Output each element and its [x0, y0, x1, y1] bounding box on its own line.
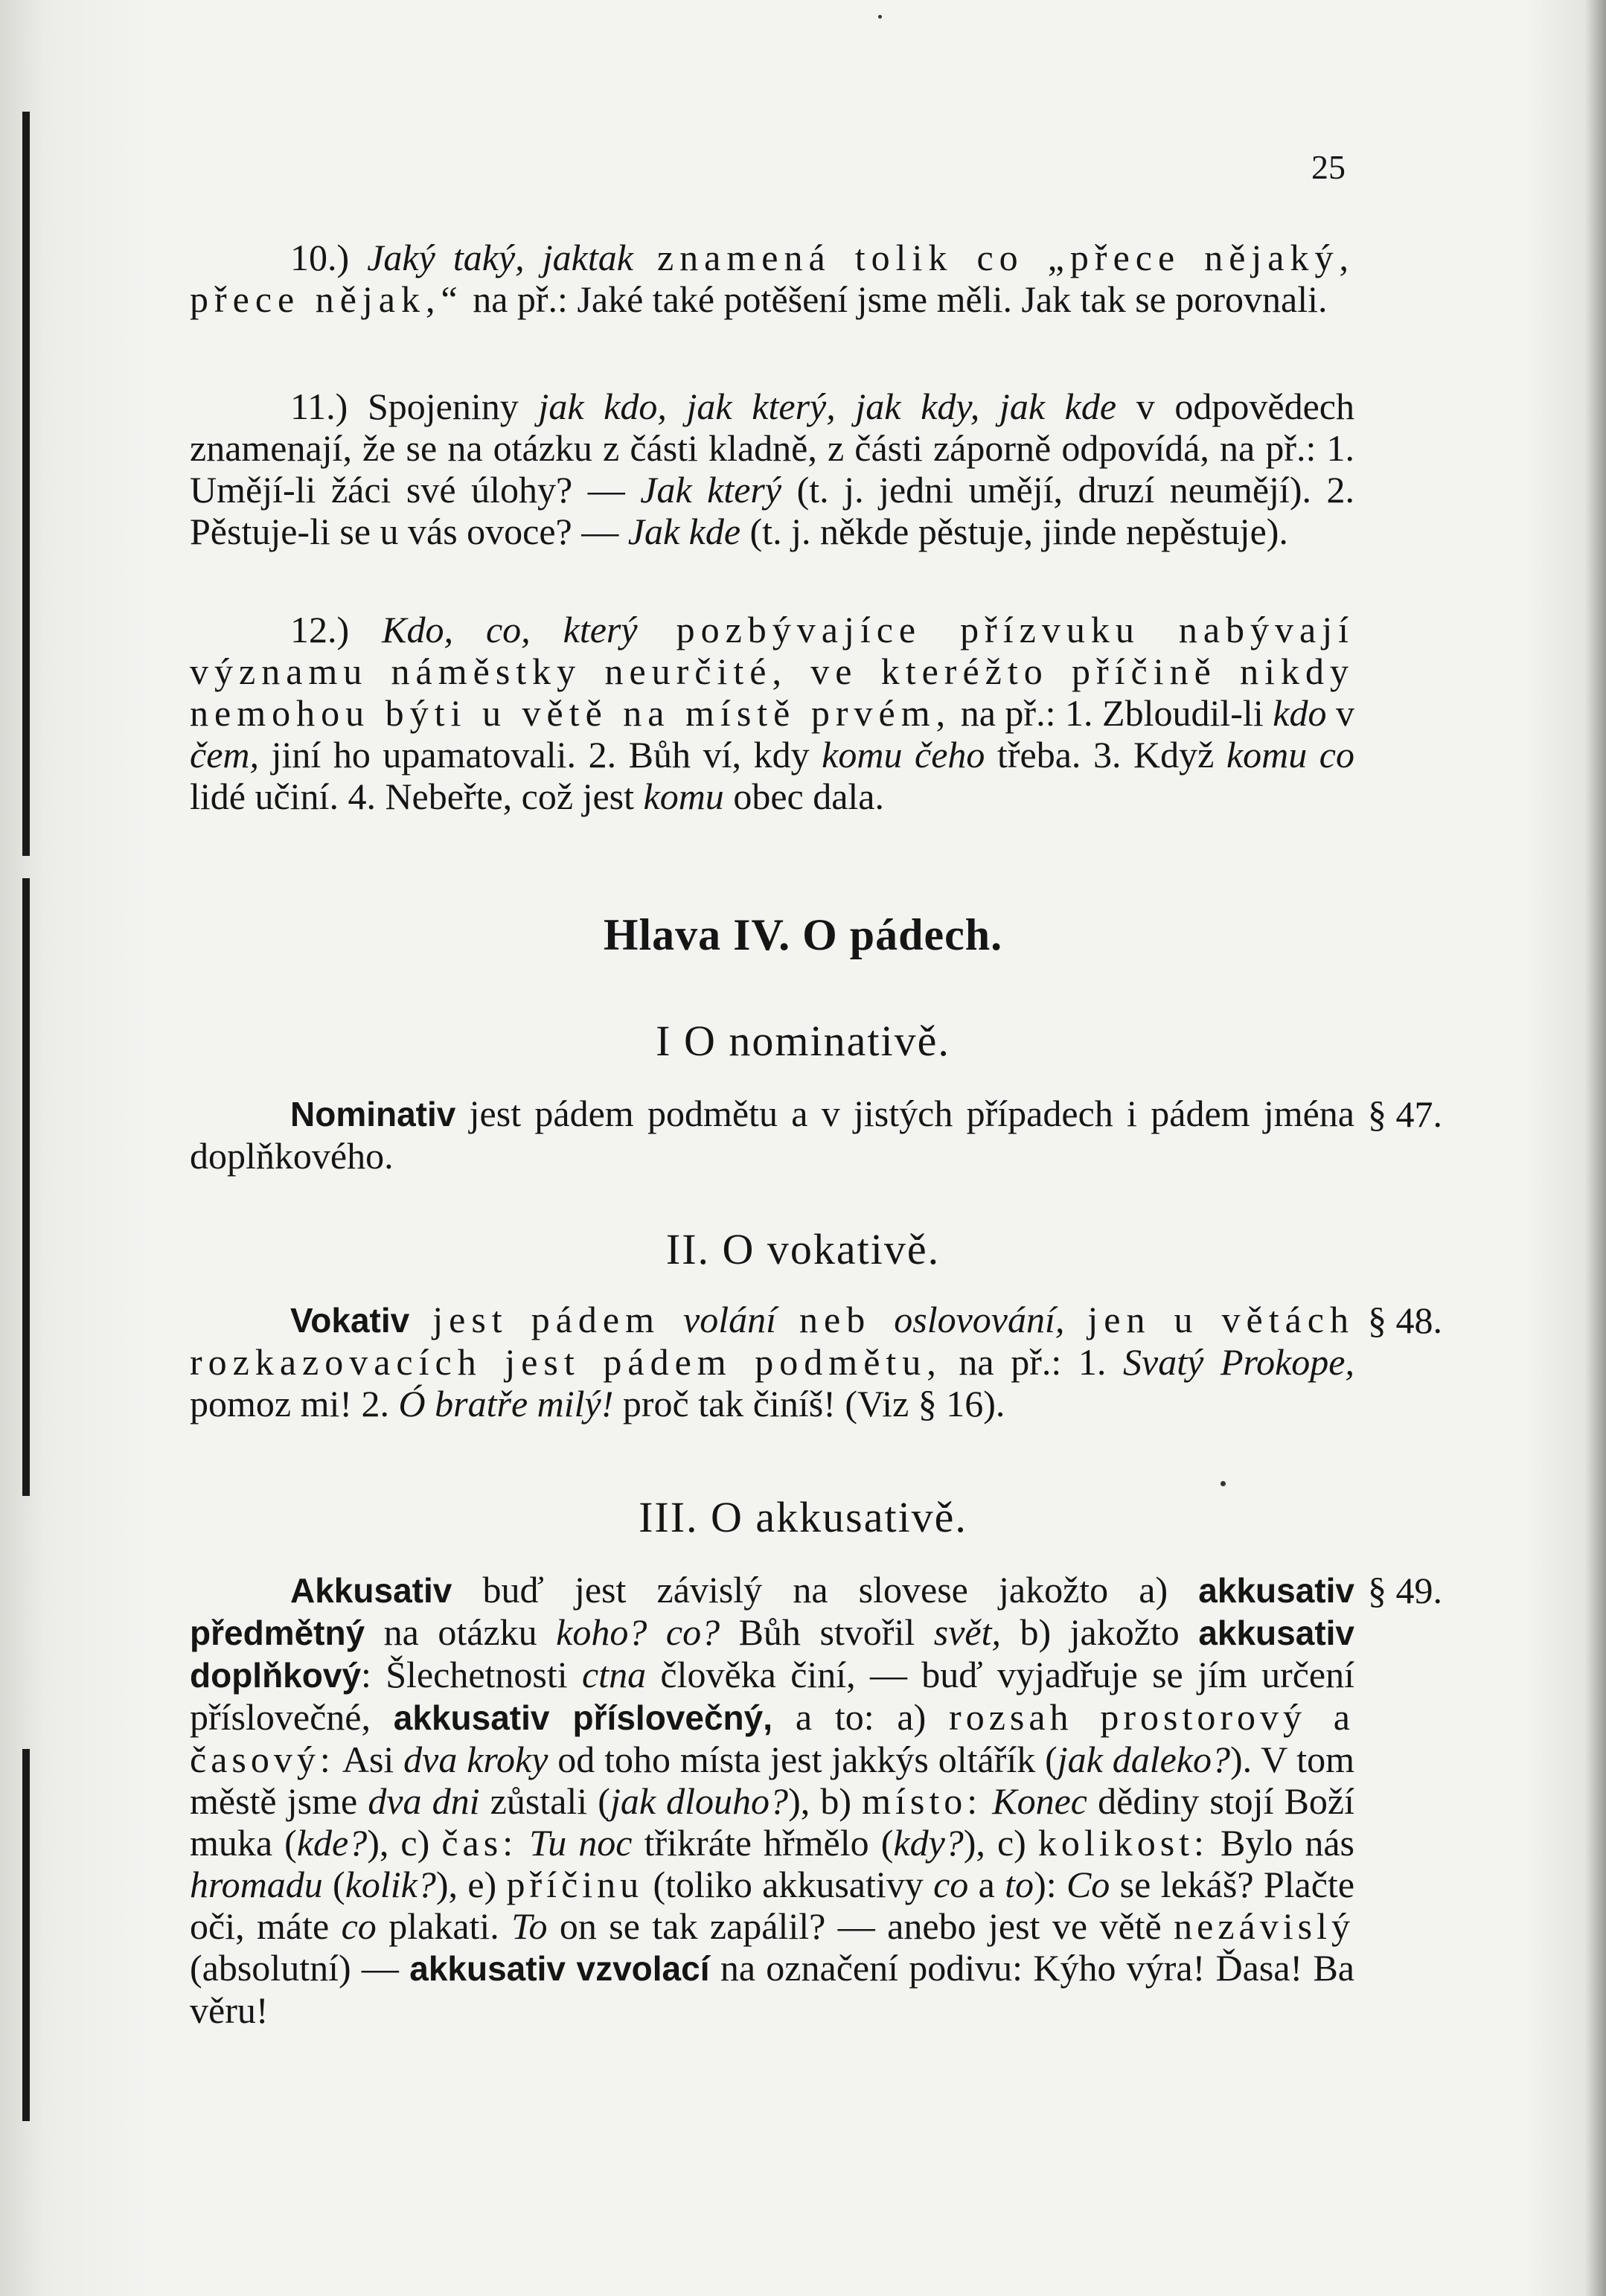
italic-term: kdy? — [893, 1822, 964, 1864]
item-text: lidé učiní. 4. Nebeřte, což jest — [190, 776, 644, 817]
section-text: ), b) — [788, 1780, 863, 1822]
item-text: Spojeniny — [348, 386, 539, 427]
section-text — [982, 1780, 992, 1822]
section-text: na otázku — [365, 1611, 557, 1653]
chapter-title: Hlava IV. O pádech. — [603, 910, 1003, 959]
page-number: 25 — [1311, 148, 1346, 186]
section-text: buď jest závislý na slovese jakožto a) — [452, 1569, 1199, 1611]
section-text: Bůh stvořil — [720, 1611, 934, 1653]
section-accusative-text — [190, 1569, 1354, 2031]
italic-term: Konec — [992, 1780, 1087, 1822]
ink-speck — [1221, 1481, 1226, 1486]
binding-edge — [22, 878, 30, 1496]
italic-term: oslovování, — [894, 1299, 1065, 1340]
item-text: obec dala. — [723, 776, 884, 817]
section-nominative-text — [190, 1093, 1354, 1177]
item-11 — [190, 386, 1354, 552]
italic-term: Tu noc — [529, 1822, 633, 1864]
section-text: (toliko akkusativy — [643, 1864, 934, 1905]
section-text: Bylo nás — [1208, 1822, 1354, 1864]
section-text: ): — [1034, 1864, 1066, 1905]
item-text: na př.: Jaké také potěšení jsme měli. Jak tak se porovnali. — [463, 278, 1328, 320]
bold-term: akkusativ doplňkový — [190, 1614, 1355, 1695]
italic-term: co — [341, 1905, 377, 1947]
spaced-text: pozbývajíce přízvuku nabývají významu náměstky neurčité, ve kteréžto příčině nikdy nemohou býti u větě na místě prvém, — [190, 609, 1354, 734]
spaced-text: kolikost: — [1037, 1822, 1209, 1864]
section-title-nominative: I O nominativě. — [656, 1017, 950, 1065]
italic-term: čem, — [190, 734, 259, 776]
section-text: zůstali ( — [479, 1780, 610, 1822]
italic-term: komu čeho — [822, 734, 985, 776]
paragraph-mark: § 47. — [1368, 1093, 1442, 1135]
italic-term: Jak kde — [627, 511, 741, 552]
section-text: třikráte hřmělo ( — [632, 1822, 894, 1864]
binding-edge — [22, 1749, 30, 2121]
item-10 — [190, 237, 1354, 320]
section-text: od toho místa jest jakkýs oltářík ( — [548, 1739, 1058, 1780]
section-text: se lekáš? Plačte oči, máte — [190, 1864, 1355, 1947]
italic-term: kolik? — [345, 1864, 436, 1905]
section-text: a to: a) — [772, 1696, 950, 1738]
section-text: plakati. — [376, 1905, 512, 1947]
paragraph-mark: § 48. — [1368, 1299, 1442, 1341]
italic-term: Kdo, co, který — [382, 609, 638, 650]
binding-edge — [22, 112, 30, 856]
spaced-text: čas: — [441, 1822, 518, 1864]
section-text: a — [968, 1864, 1005, 1905]
section-title-vocative: II. O vokativě. — [665, 1225, 941, 1273]
italic-term: jak daleko? — [1057, 1739, 1231, 1780]
bold-term: Akkusativ — [290, 1571, 452, 1610]
item-text: na př.: 1. Zbloudil-li — [951, 692, 1273, 734]
italic-term: kdo — [1273, 692, 1327, 734]
ink-speck — [878, 15, 882, 19]
item-number: 12.) — [290, 609, 350, 650]
section-text: Asi — [334, 1739, 404, 1780]
italic-term: koho? co? — [556, 1611, 720, 1653]
section-text: ), e) — [435, 1864, 507, 1905]
section-text: proč tak činíš! (Viz § 16). — [613, 1383, 1005, 1424]
section-text: na př.: 1. — [941, 1341, 1124, 1383]
italic-term: jak kdo, jak který, jak kdy, jak kde — [538, 386, 1117, 427]
section-text: člověka činí, — buď vyjadřuje se jím určení příslovečné, — [190, 1654, 1354, 1738]
spaced-text: neb — [775, 1299, 895, 1340]
italic-term: hromadu — [190, 1864, 323, 1905]
item-text: jiní ho upamatovali. 2. Bůh ví, kdy — [259, 734, 822, 776]
section-text: ( — [322, 1864, 345, 1905]
item-text: (t. j. jedni umějí, druzí neumějí). 2. Pěstuje-li se u vás ovoce? — — [190, 469, 1354, 552]
item-12 — [190, 609, 1354, 817]
italic-term: volání — [683, 1299, 776, 1340]
section-text: : Šlechetnosti — [361, 1654, 582, 1695]
section-text: na označení podivu: Kýho výra! Ďasa! Ba věru! — [190, 1947, 1354, 2031]
spaced-text: místo: — [862, 1780, 982, 1822]
section-text: ). V tom městě jsme — [190, 1739, 1354, 1822]
bold-term: Nominativ — [290, 1095, 456, 1133]
item-text: v — [1326, 692, 1354, 734]
item-number: 10.) — [290, 237, 350, 278]
italic-term: Jak který — [640, 469, 782, 511]
section-text: (absolutní) — — [190, 1947, 410, 1989]
spaced-text: rozsah prostorový a časový: — [190, 1696, 1354, 1780]
italic-term: komu — [643, 776, 724, 817]
item-text: v odpovědech znamenají, že se na otázku z části kladně, z části záporně odpovídá, na př.: 1. Umějí-li žáci své úlohy? — — [190, 386, 1354, 511]
bold-term: akkusativ příslovečný, — [393, 1698, 773, 1737]
italic-term: jak dlouho? — [610, 1780, 789, 1822]
italic-term: dva kroky — [403, 1739, 548, 1780]
italic-term: Ó bratře milý! — [398, 1383, 614, 1424]
spaced-text: jen u větách rozkazovacích jest pádem podmětu, — [190, 1299, 1354, 1383]
section-title-accusative: III. O akkusativě. — [639, 1493, 967, 1541]
section-text — [517, 1822, 529, 1864]
italic-term: svět, — [933, 1611, 1001, 1653]
italic-term: ctna — [581, 1654, 647, 1695]
bold-term: akkusativ předmětný — [190, 1571, 1354, 1652]
italic-term: co — [933, 1864, 969, 1905]
spaced-text: jest pádem — [409, 1299, 683, 1340]
italic-term: To — [511, 1905, 548, 1947]
section-text: ), c) — [367, 1822, 442, 1864]
section-text: dědiny stojí Boží muka ( — [190, 1780, 1355, 1864]
italic-term: to — [1005, 1864, 1034, 1905]
section-vocative-text — [190, 1299, 1354, 1424]
paragraph-mark: § 49. — [1368, 1570, 1442, 1611]
section-text: b) jakožto — [1000, 1611, 1199, 1653]
italic-term: dva dni — [368, 1780, 480, 1822]
italic-term: Jaký taký, jaktak — [367, 237, 633, 278]
italic-term: Svatý Prokope, — [1123, 1341, 1354, 1383]
section-text: pomoz mi! 2. — [190, 1383, 399, 1424]
spaced-text: příčinu — [506, 1864, 644, 1905]
item-text: třeba. 3. Když — [985, 734, 1226, 776]
section-text: jest pádem podmětu a v jistých případech i pádem jména doplňkového. — [190, 1093, 1354, 1177]
bold-term: akkusativ vzvolací — [409, 1949, 710, 1988]
item-text: (t. j. někde pěstuje, jinde nepěstuje). — [740, 511, 1288, 552]
section-text: ), c) — [963, 1822, 1038, 1864]
section-text: on se tak zapálil? — anebo jest ve větě — [547, 1905, 1174, 1947]
italic-term: komu co — [1226, 734, 1355, 776]
italic-term: kde? — [296, 1822, 368, 1864]
bold-term: Vokativ — [290, 1301, 410, 1340]
italic-term: Co — [1066, 1864, 1110, 1905]
item-number: 11.) — [290, 386, 348, 427]
spaced-text: nezávislý — [1174, 1905, 1354, 1947]
spaced-text: znamená tolik co „přece nějaký, přece nějak,“ — [190, 237, 1354, 320]
